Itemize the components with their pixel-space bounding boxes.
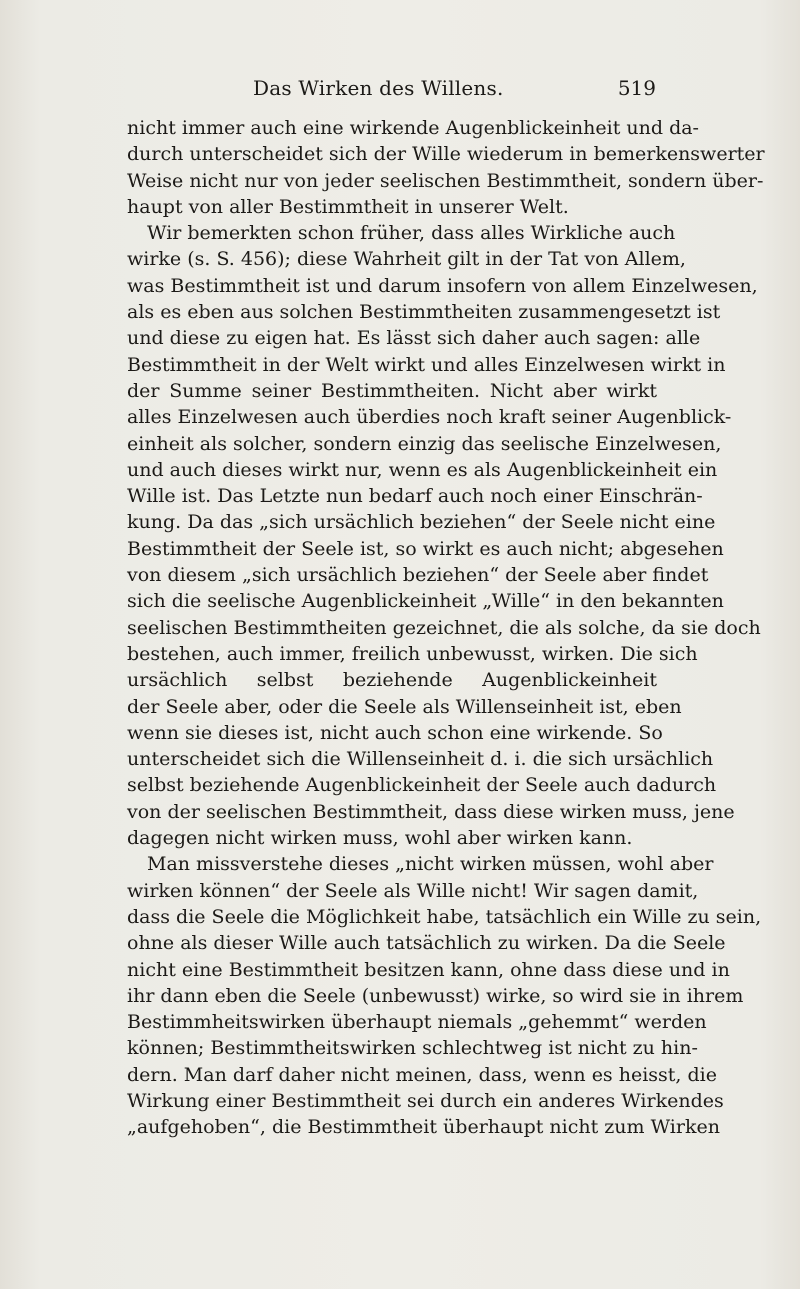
text-line: Bestimmtheit in der Welt wirkt und alles Einzelwesen wirkt in xyxy=(127,353,726,376)
text-line: der Seele aber, oder die Seele als Willenseinheit ist, eben xyxy=(127,695,682,718)
text-line: was Bestimmtheit ist und darum insofern von allem Einzelwesen, xyxy=(127,274,758,297)
text-line: Man missverstehe dieses „nicht wirken müssen, wohl aber xyxy=(147,853,714,876)
text-line: dern. Man darf daher nicht meinen, dass, wenn es heisst, die xyxy=(127,1063,717,1086)
text-line: einheit als solcher, sondern einzig das seelische Einzelwesen, xyxy=(127,432,722,455)
text-line: wirken können“ der Seele als Wille nicht! Wir sagen damit, xyxy=(127,879,699,902)
text-line: bestehen, auch immer, freilich unbewusst, wirken. Die sich xyxy=(127,642,698,665)
text-line: können; Bestimmtheitswirken schlechtweg ist nicht zu hin- xyxy=(127,1037,698,1060)
text-line: und diese zu eigen hat. Es lässt sich daher auch sagen: alle xyxy=(127,327,701,350)
text-line: nicht immer auch eine wirkende Augenblickeinheit und da- xyxy=(127,117,699,139)
text-line: ihr dann eben die Seele (unbewusst) wirke, so wird sie in ihrem xyxy=(127,984,744,1007)
text-line: seelischen Bestimmtheiten gezeichnet, die als solche, da sie doch xyxy=(127,616,761,639)
text-line: als es eben aus solchen Bestimmtheiten zusammengesetzt ist xyxy=(127,301,721,324)
text-line: und auch dieses wirkt nur, wenn es als Augenblickeinheit ein xyxy=(127,458,718,481)
text-line: wenn sie dieses ist, nicht auch schon eine wirkende. So xyxy=(127,721,663,744)
text-line: von diesem „sich ursächlich beziehen“ der Seele aber findet xyxy=(127,564,709,587)
text-line: dass die Seele die Möglichkeit habe, tatsächlich ein Wille zu sein, xyxy=(127,905,762,928)
text-line: Bestimmtheit der Seele ist, so wirkt es auch nicht; abgesehen xyxy=(127,537,724,560)
text-line: sich die seelische Augenblickeinheit „Wille“ in den bekannten xyxy=(127,590,724,613)
text-line: haupt von aller Bestimmtheit in unserer Welt. xyxy=(127,195,569,218)
running-head xyxy=(0,76,800,106)
body-text xyxy=(127,115,765,1141)
text-line: selbst beziehende Augenblickeinheit der Seele auch dadurch xyxy=(127,774,717,797)
text-line: nicht eine Bestimmtheit besitzen kann, ohne dass diese und in xyxy=(127,958,730,981)
running-head-title: Das Wirken des Willens. xyxy=(253,76,504,100)
text-line: Wir bemerkten schon früher, dass alles Wirkliche auch xyxy=(147,222,676,245)
text-line: wirke (s. S. 456); diese Wahrheit gilt in der Tat von Allem, xyxy=(127,248,686,271)
text-line: der Summe seiner Bestimmtheiten. Nicht aber wirkt xyxy=(127,379,657,402)
text-line: alles Einzelwesen auch überdies noch kraft seiner Augenblick- xyxy=(127,406,732,429)
text-line: durch unterscheidet sich der Wille wiederum in bemerkenswerter xyxy=(127,143,765,166)
text-line: Wirkung einer Bestimmtheit sei durch ein anderes Wirkendes xyxy=(127,1089,724,1112)
text-line: kung. Da das „sich ursächlich beziehen“ der Seele nicht eine xyxy=(127,511,716,534)
page-number: 519 xyxy=(617,76,656,100)
text-line: von der seelischen Bestimmtheit, dass diese wirken muss, jene xyxy=(127,800,735,823)
text-line: Weise nicht nur von jeder seelischen Bestimmtheit, sondern über- xyxy=(127,169,764,192)
text-line: „aufgehoben“, die Bestimmtheit überhaupt nicht zum Wirken xyxy=(127,1116,720,1139)
text-line: ohne als dieser Wille auch tatsächlich zu wirken. Da die Seele xyxy=(127,932,726,955)
text-line: Wille ist. Das Letzte nun bedarf auch noch einer Einschrän- xyxy=(127,485,703,508)
text-line: ursächlich selbst beziehende Augenblickeinheit xyxy=(127,669,657,692)
text-line: Bestimmheitswirken überhaupt niemals „gehemmt“ werden xyxy=(127,1011,707,1034)
text-line: dagegen nicht wirken muss, wohl aber wirken kann. xyxy=(127,827,633,850)
text-line: unterscheidet sich die Willenseinheit d. i. die sich ursächlich xyxy=(127,748,714,771)
